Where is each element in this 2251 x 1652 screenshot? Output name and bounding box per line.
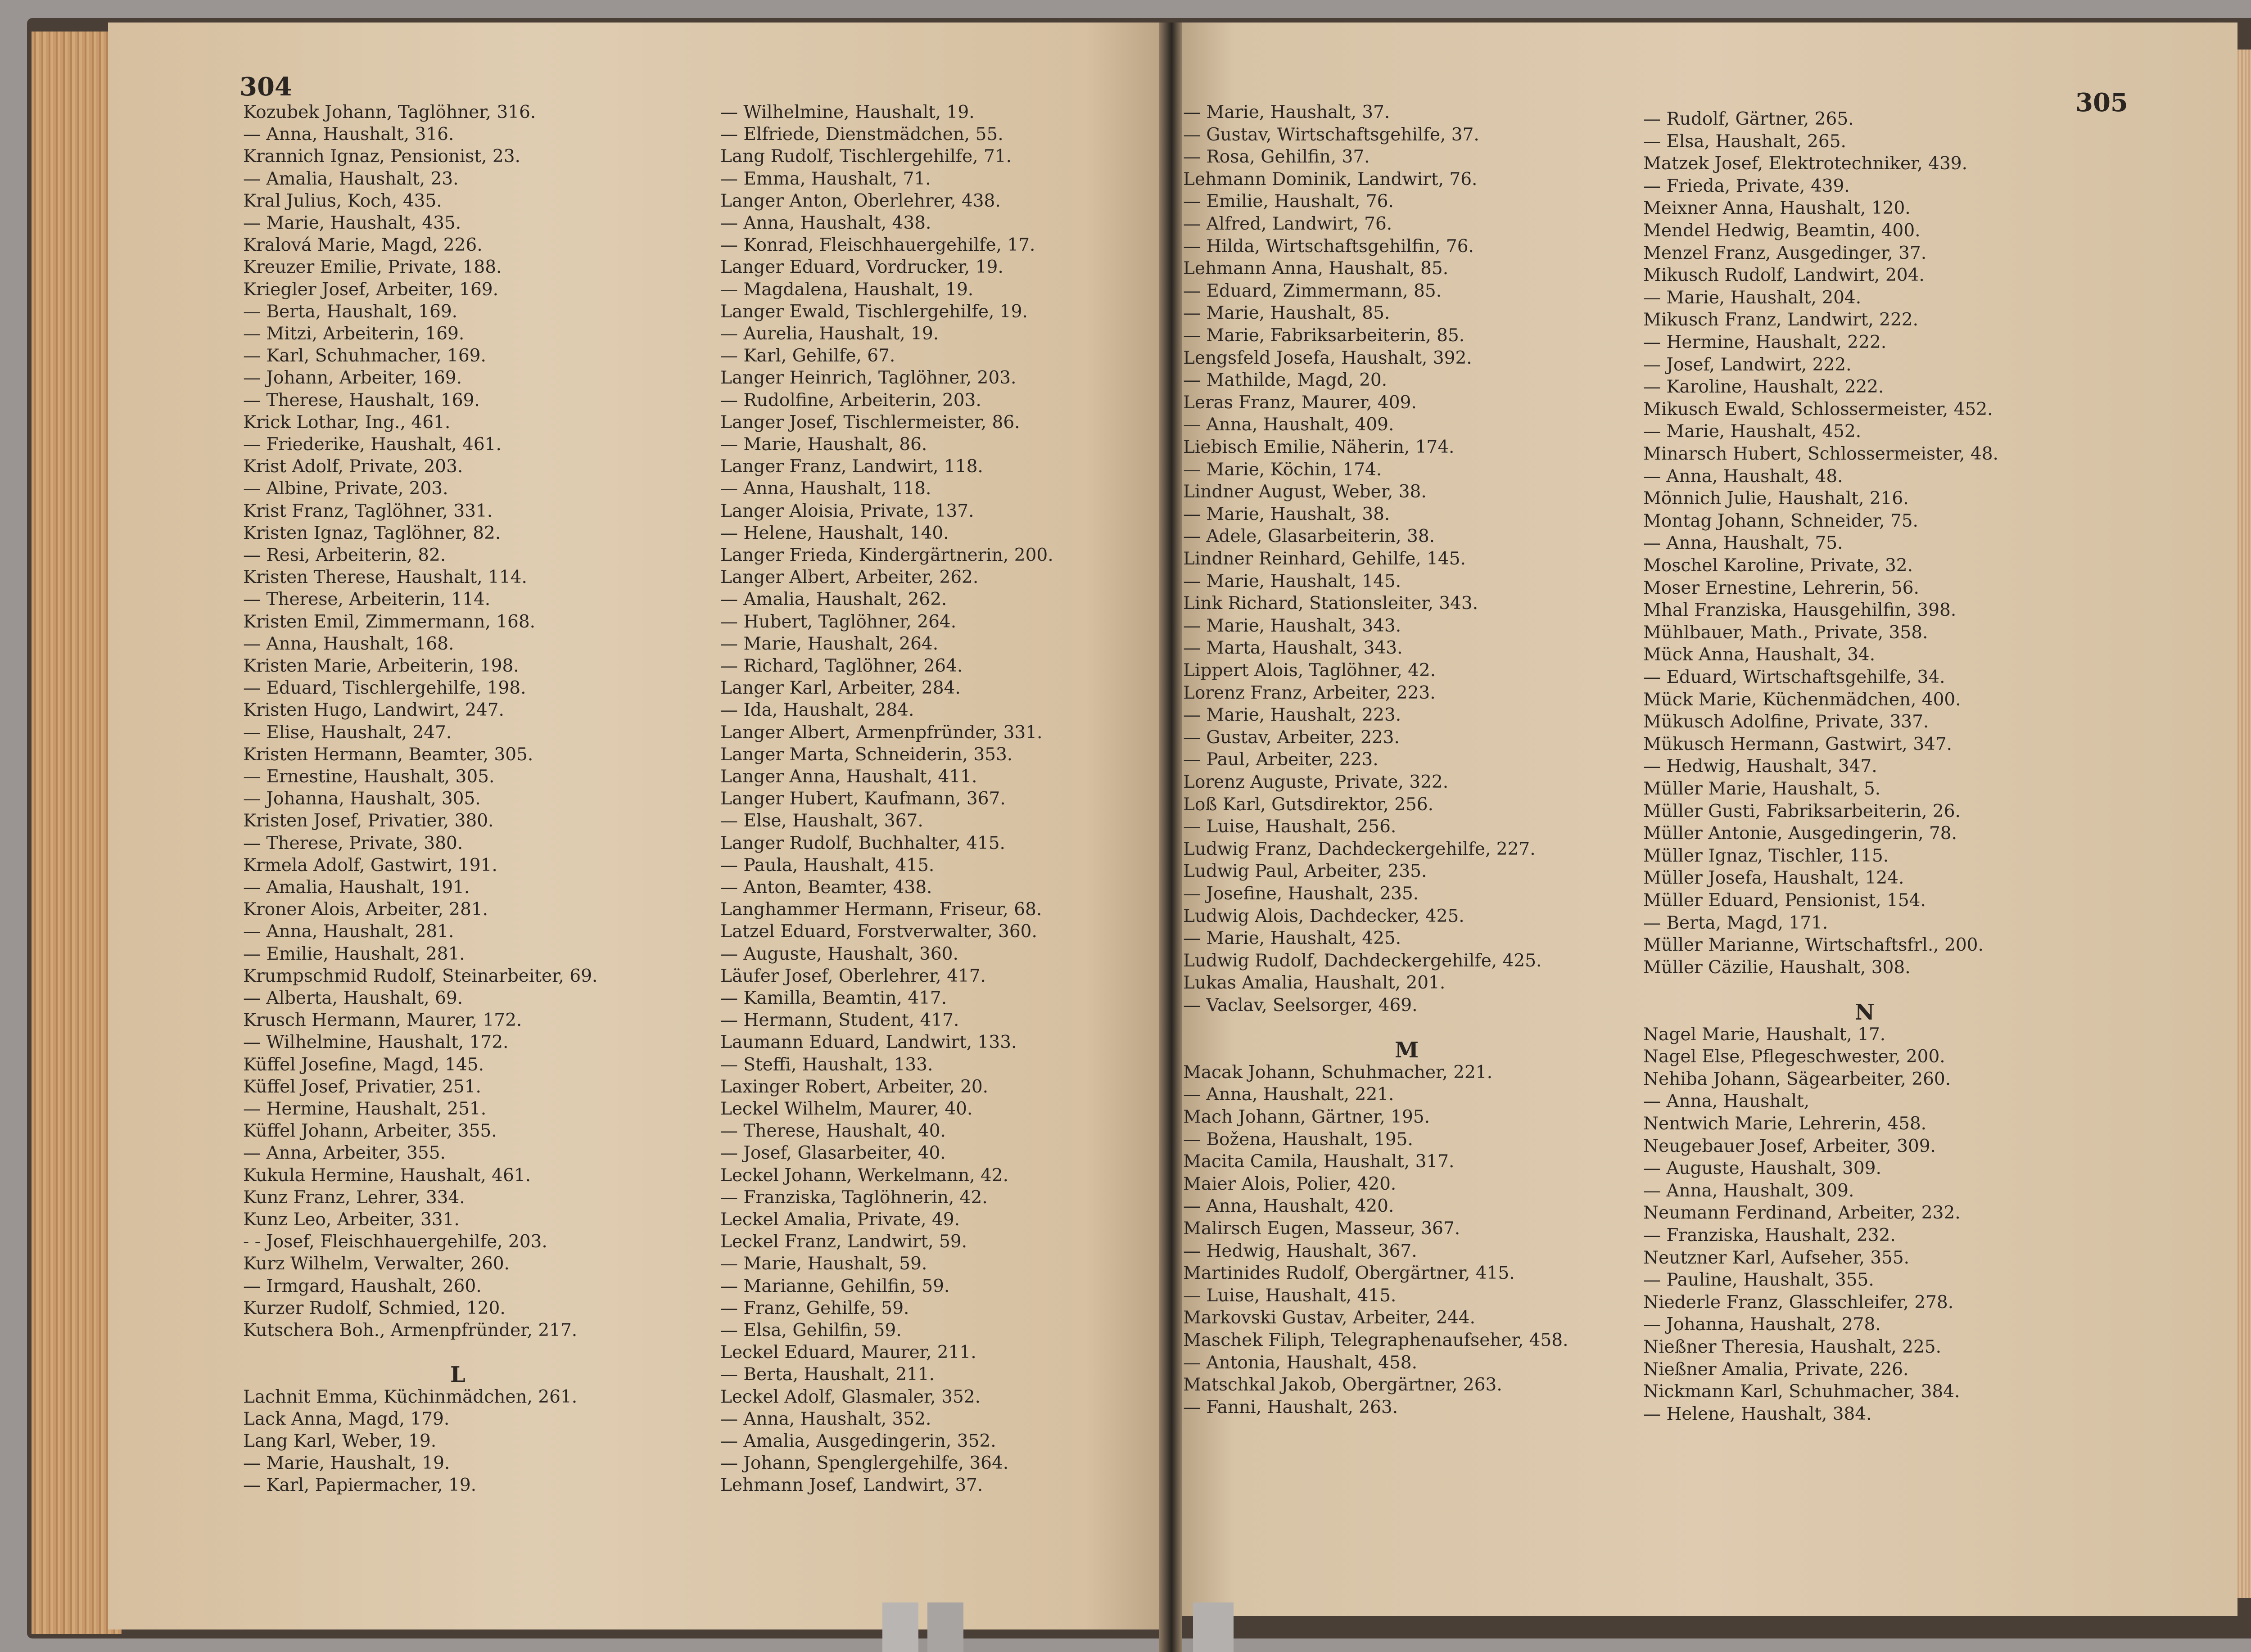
directory-entry: Mükusch Hermann, Gastwirt, 347. [1643,734,1953,754]
directory-entry: Nentwich Marie, Lehrerin, 458. [1643,1114,1927,1134]
directory-entry: Langer Karl, Arbeiter, 284. [720,678,961,699]
directory-entry: — Anna, Haushalt, 48. [1643,466,1843,487]
directory-entry: Nagel Marie, Haushalt, 17. [1643,1024,1886,1045]
directory-entry: Kral Julius, Koch, 435. [243,190,442,211]
directory-entry: — Rudolfine, Arbeiterin, 203. [720,390,981,411]
directory-entry: — Anna, Haushalt, 75. [1643,533,1843,554]
directory-entry: — Anton, Beamter, 438. [720,877,932,898]
directory-entry: — Magdalena, Haushalt, 19. [720,279,974,300]
directory-entry: — Anna, Haushalt, 118. [720,478,931,499]
directory-entry: Nehiba Johann, Sägearbeiter, 260. [1643,1069,1951,1089]
directory-entry: Menzel Franz, Ausgedinger, 37. [1643,243,1927,263]
directory-entry: — Marie, Haushalt, 452. [1643,421,1862,442]
directory-entry: Läufer Josef, Oberlehrer, 417. [720,966,986,986]
directory-entry: — Vaclav, Seelsorger, 469. [1183,995,1418,1016]
directory-entry: Lengsfeld Josefa, Haushalt, 392. [1183,348,1472,368]
directory-entry: — Rudolf, Gärtner, 265. [1643,109,1854,129]
directory-entry: — Therese, Private, 380. [243,833,463,853]
directory-entry: Moschel Karoline, Private, 32. [1643,555,1913,576]
directory-entry: Küffel Johann, Arbeiter, 355. [243,1121,497,1142]
directory-entry: — Marie, Haushalt, 85. [1183,303,1390,324]
directory-entry: Meixner Anna, Haushalt, 120. [1643,198,1911,219]
directory-entry: — Hermine, Haushalt, 251. [243,1099,487,1119]
directory-entry: Leckel Amalia, Private, 49. [720,1210,960,1230]
directory-entry: Kroner Alois, Arbeiter, 281. [243,899,488,920]
directory-entry: — Anna, Haushalt, 352. [720,1408,931,1429]
directory-entry: — Marie, Haushalt, 425. [1183,928,1401,949]
directory-entry: — Mitzi, Arbeiterin, 169. [243,324,465,344]
directory-entry: — Friederike, Haushalt, 461. [243,434,502,455]
directory-entry: — Therese, Arbeiterin, 114. [243,589,491,610]
directory-entry: — Marie, Haushalt, 264. [720,633,939,654]
directory-entry: Kristen Hugo, Landwirt, 247. [243,700,504,721]
directory-entry: — Else, Haushalt, 367. [720,811,923,831]
directory-entry: — Kamilla, Beamtin, 417. [720,988,947,1008]
directory-entry: — Antonia, Haushalt, 458. [1183,1352,1418,1373]
directory-entry: — Richard, Taglöhner, 264. [720,656,963,676]
directory-entry: Langer Anna, Haushalt, 411. [720,767,977,787]
bookmark-ribbon [927,1602,963,1652]
directory-entry: Moser Ernestine, Lehrerin, 56. [1643,578,1919,598]
directory-entry: — Amalia, Haushalt, 23. [243,168,459,189]
directory-entry: Leckel Franz, Landwirt, 59. [720,1232,967,1252]
bookmark-ribbon [882,1602,918,1652]
section-letter-heading: L [450,1362,466,1388]
directory-entry: Ludwig Rudolf, Dachdeckergehilfe, 425. [1183,950,1542,971]
directory-entry: Langer Frieda, Kindergärtnerin, 200. [720,545,1053,565]
directory-entry: — Marie, Haushalt, 59. [720,1254,927,1274]
directory-entry: Krumpschmid Rudolf, Steinarbeiter, 69. [243,966,598,986]
directory-entry: Lorenz Auguste, Private, 322. [1183,772,1449,792]
directory-entry: Nagel Else, Pflegeschwester, 200. [1643,1047,1945,1067]
right-page [1171,23,2237,1616]
directory-entry: Mühlbauer, Math., Private, 358. [1643,622,1928,643]
directory-entry: — Marie, Haushalt, 435. [243,213,461,233]
directory-entry: Maier Alois, Polier, 420. [1183,1174,1397,1194]
directory-entry: — Auguste, Haushalt, 309. [1643,1158,1881,1179]
directory-entry: — Karl, Papiermacher, 19. [243,1475,477,1496]
directory-entry: — Elsa, Haushalt, 265. [1643,131,1846,152]
directory-entry: — Marie, Haushalt, 343. [1183,615,1401,636]
bookmark-ribbon [1193,1602,1234,1652]
directory-entry: Langer Aloisia, Private, 137. [720,501,974,521]
directory-entry: — Anna, Arbeiter, 355. [243,1143,446,1164]
directory-entry: Kunz Leo, Arbeiter, 331. [243,1210,460,1230]
directory-entry: Latzel Eduard, Forstverwalter, 360. [720,921,1037,942]
directory-entry: Nießner Amalia, Private, 226. [1643,1359,1909,1380]
directory-entry: — Anna, Haushalt, [1643,1091,1810,1112]
directory-entry: — Marianne, Gehilfin, 59. [720,1276,950,1296]
directory-entry: Krmela Adolf, Gastwirt, 191. [243,855,497,876]
directory-entry: Macita Camila, Haushalt, 317. [1183,1151,1455,1172]
directory-entry: — Frieda, Private, 439. [1643,176,1850,196]
directory-entry: Kristen Marie, Arbeiterin, 198. [243,656,519,676]
directory-entry: Ludwig Alois, Dachdecker, 425. [1183,906,1465,926]
directory-entry: — Wilhelmine, Haushalt, 172. [243,1032,509,1053]
directory-entry: — Franz, Gehilfe, 59. [720,1298,909,1318]
directory-entry: — Karl, Gehilfe, 67. [720,346,895,366]
directory-entry: Langer Rudolf, Buchhalter, 415. [720,833,1005,853]
directory-entry: — Franziska, Taglöhnerin, 42. [720,1187,988,1208]
directory-entry: Mönnich Julie, Haushalt, 216. [1643,488,1909,509]
directory-entry: Martinides Rudolf, Obergärtner, 415. [1183,1263,1515,1284]
directory-entry: — Pauline, Haushalt, 355. [1643,1270,1874,1291]
directory-entry: — Johann, Arbeiter, 169. [243,368,462,388]
directory-entry: Lindner August, Weber, 38. [1183,482,1427,502]
directory-entry: Leras Franz, Maurer, 409. [1183,392,1417,413]
directory-entry: — Ida, Haushalt, 284. [720,700,914,721]
directory-entry: Mükusch Adolfine, Private, 337. [1643,712,1929,732]
directory-entry: Nickmann Karl, Schuhmacher, 384. [1643,1381,1960,1402]
directory-entry: — Elfriede, Dienstmädchen, 55. [720,124,1003,145]
directory-entry: Kunz Franz, Lehrer, 334. [243,1187,465,1208]
directory-entry: — Anna, Haushalt, 309. [1643,1180,1854,1201]
directory-entry: Lang Karl, Weber, 19. [243,1431,437,1451]
section-letter-heading: M [1395,1038,1419,1063]
directory-entry: Kriegler Josef, Arbeiter, 169. [243,279,499,300]
directory-entry: Kristen Ignaz, Taglöhner, 82. [243,523,501,543]
directory-entry: — Paul, Arbeiter, 223. [1183,749,1379,770]
directory-entry: — Berta, Haushalt, 211. [720,1364,935,1385]
directory-entry: — Emilie, Haushalt, 281. [243,943,465,964]
directory-entry: — Eduard, Tischlergehilfe, 198. [243,678,526,699]
directory-entry: Müller Eduard, Pensionist, 154. [1643,890,1926,911]
directory-entry: Krick Lothar, Ing., 461. [243,412,451,433]
directory-entry: Küffel Josef, Privatier, 251. [243,1076,481,1097]
directory-entry: — Amalia, Haushalt, 191. [243,877,470,898]
directory-entry: — Gustav, Wirtschaftsgehilfe, 37. [1183,124,1479,145]
directory-entry: Montag Johann, Schneider, 75. [1643,510,1918,531]
directory-entry: — Berta, Haushalt, 169. [243,301,458,322]
directory-entry: Langer Albert, Arbeiter, 262. [720,567,979,588]
directory-entry: Langer Hubert, Kaufmann, 367. [720,789,1006,809]
directory-entry: Kristen Emil, Zimmermann, 168. [243,611,536,632]
directory-entry: — Helene, Haushalt, 384. [1643,1404,1872,1424]
directory-entry: Krist Adolf, Private, 203. [243,456,463,477]
directory-entry: Langer Heinrich, Taglöhner, 203. [720,368,1017,388]
directory-entry: — Elise, Haushalt, 247. [243,722,452,743]
directory-entry: Langer Josef, Tischlermeister, 86. [720,412,1020,433]
directory-entry: Macak Johann, Schuhmacher, 221. [1183,1062,1492,1083]
directory-entry: — Ernestine, Haushalt, 305. [243,767,495,787]
directory-entry: — Johann, Spenglergehilfe, 364. [720,1453,1009,1474]
directory-entry: Neutzner Karl, Aufseher, 355. [1643,1247,1910,1268]
directory-entry: — Hilda, Wirtschaftsgehilfin, 76. [1183,236,1474,257]
directory-entry: — Marie, Haushalt, 19. [243,1453,450,1474]
directory-entry: Müller Josefa, Haushalt, 124. [1643,868,1904,889]
directory-entry: Kralová Marie, Magd, 226. [243,235,483,256]
page-number-right: 305 [2075,88,2128,117]
book-gutter [1159,23,1182,1652]
directory-entry: — Anna, Haushalt, 316. [243,124,454,145]
directory-entry: — Johanna, Haushalt, 278. [1643,1314,1881,1335]
left-page [108,23,1171,1629]
directory-entry: — Marta, Haushalt, 343. [1183,638,1403,659]
directory-entry: Müller Marie, Haushalt, 5. [1643,779,1881,799]
directory-entry: Neugebauer Josef, Arbeiter, 309. [1643,1136,1936,1156]
directory-entry: Maschek Filiph, Telegraphenaufseher, 458. [1183,1330,1568,1350]
directory-entry: — Hedwig, Haushalt, 367. [1183,1241,1417,1261]
directory-entry: Langer Eduard, Vordrucker, 19. [720,257,1003,278]
directory-entry: — Paula, Haushalt, 415. [720,855,935,876]
directory-entry: Krusch Hermann, Maurer, 172. [243,1010,522,1031]
directory-entry: Nießner Theresia, Haushalt, 225. [1643,1337,1941,1357]
directory-entry: — Emma, Haushalt, 71. [720,168,931,189]
directory-entry: — Franziska, Haushalt, 232. [1643,1225,1896,1246]
directory-entry: — Anna, Haushalt, 281. [243,921,454,942]
directory-entry: Malirsch Eugen, Masseur, 367. [1183,1219,1460,1239]
directory-entry: Mück Marie, Küchenmädchen, 400. [1643,689,1961,710]
directory-entry: Müller Ignaz, Tischler, 115. [1643,845,1889,866]
directory-entry: Kurzer Rudolf, Schmied, 120. [243,1298,506,1318]
directory-entry: Küffel Josefine, Magd, 145. [243,1054,484,1075]
directory-entry: — Marie, Haushalt, 86. [720,434,927,455]
directory-entry: Langhammer Hermann, Friseur, 68. [720,899,1042,920]
directory-entry: Minarsch Hubert, Schlossermeister, 48. [1643,444,1998,464]
directory-entry: — Helene, Haushalt, 140. [720,523,949,543]
directory-entry: — Steffi, Haushalt, 133. [720,1054,933,1075]
directory-entry: Krannich Ignaz, Pensionist, 23. [243,146,520,167]
page-number-left: 304 [240,72,292,102]
directory-entry: Ludwig Paul, Arbeiter, 235. [1183,861,1427,882]
directory-entry: Leckel Johann, Werkelmann, 42. [720,1165,1009,1186]
directory-entry: Müller Antonie, Ausgedingerin, 78. [1643,823,1957,844]
directory-entry: Kristen Hermann, Beamter, 305. [243,744,533,765]
directory-entry: — Elsa, Gehilfin, 59. [720,1320,902,1341]
directory-entry: — Anna, Haushalt, 221. [1183,1084,1394,1105]
directory-entry: Langer Marta, Schneiderin, 353. [720,744,1013,765]
directory-entry: Leckel Eduard, Maurer, 211. [720,1342,976,1363]
directory-entry: — Marie, Fabriksarbeiterin, 85. [1183,325,1465,346]
section-letter-heading: N [1855,1000,1875,1025]
directory-entry: — Berta, Magd, 171. [1643,912,1828,933]
directory-entry: Mikusch Franz, Landwirt, 222. [1643,310,1918,330]
directory-entry: Lehmann Anna, Haushalt, 85. [1183,258,1449,279]
directory-entry: — Albine, Private, 203. [243,478,448,499]
directory-entry: — Konrad, Fleischhauergehilfe, 17. [720,235,1035,256]
directory-entry: Lang Rudolf, Tischlergehilfe, 71. [720,146,1012,167]
directory-entry: — Marie, Haushalt, 37. [1183,102,1390,122]
directory-entry: — Alfred, Landwirt, 76. [1183,214,1392,234]
directory-entry: Laxinger Robert, Arbeiter, 20. [720,1076,989,1097]
directory-entry: Lachnit Emma, Küchinmädchen, 261. [243,1386,578,1407]
directory-entry: — Josef, Glasarbeiter, 40. [720,1143,946,1164]
directory-entry: Lippert Alois, Taglöhner, 42. [1183,660,1436,681]
directory-entry: — Hedwig, Haushalt, 347. [1643,756,1877,777]
directory-entry: — Anna, Haushalt, 420. [1183,1196,1394,1217]
directory-entry: — Luise, Haushalt, 256. [1183,817,1397,837]
directory-entry: Matschkal Jakob, Obergärtner, 263. [1183,1375,1502,1395]
directory-entry: — Mathilde, Magd, 20. [1183,370,1388,391]
directory-entry: Krist Franz, Taglöhner, 331. [243,501,493,521]
directory-entry: — Hubert, Taglöhner, 264. [720,611,957,632]
directory-entry: Mendel Hedwig, Beamtin, 400. [1643,221,1921,241]
directory-entry: — Johanna, Haushalt, 305. [243,789,481,809]
directory-entry: Mhal Franziska, Hausgehilfin, 398. [1643,600,1957,621]
directory-entry: Laumann Eduard, Landwirt, 133. [720,1032,1017,1053]
directory-entry: Müller Marianne, Wirtschaftsfrl., 200. [1643,935,1984,956]
directory-entry: — Marie, Haushalt, 38. [1183,504,1390,524]
directory-entry: Kristen Therese, Haushalt, 114. [243,567,527,588]
directory-entry: — Rosa, Gehilfin, 37. [1183,147,1370,167]
directory-entry: — Therese, Haushalt, 169. [243,390,480,411]
directory-entry: Niederle Franz, Glasschleifer, 278. [1643,1292,1954,1313]
directory-entry: Kristen Josef, Privatier, 380. [243,811,494,831]
directory-entry: — Marie, Haushalt, 204. [1643,287,1862,308]
directory-entry: Kutschera Boh., Armenpfründer, 217. [243,1320,578,1341]
directory-entry: Mikusch Rudolf, Landwirt, 204. [1643,265,1925,286]
directory-entry: — Hermine, Haushalt, 222. [1643,332,1887,352]
directory-entry: Lehmann Josef, Landwirt, 37. [720,1475,983,1496]
directory-entry: Kozubek Johann, Taglöhner, 316. [243,102,536,122]
directory-entry: Kurz Wilhelm, Verwalter, 260. [243,1254,510,1274]
directory-entry: — Josefine, Haushalt, 235. [1183,884,1419,904]
directory-entry: Langer Anton, Oberlehrer, 438. [720,190,1001,211]
directory-entry: — Alberta, Haushalt, 69. [243,988,463,1008]
directory-entry: — Auguste, Haushalt, 360. [720,943,958,964]
directory-entry: Neumann Ferdinand, Arbeiter, 232. [1643,1203,1961,1223]
directory-entry: Ludwig Franz, Dachdeckergehilfe, 227. [1183,839,1536,859]
directory-entry: — Karoline, Haushalt, 222. [1643,377,1884,397]
directory-entry: — Aurelia, Haushalt, 19. [720,324,939,344]
directory-entry: — Hermann, Student, 417. [720,1010,959,1031]
directory-entry: — Anna, Haushalt, 438. [720,213,931,233]
directory-entry: Liebisch Emilie, Näherin, 174. [1183,437,1455,457]
directory-entry: — Therese, Haushalt, 40. [720,1121,946,1142]
directory-entry: Langer Albert, Armenpfründer, 331. [720,722,1043,743]
directory-entry: — Karl, Schuhmacher, 169. [243,346,486,366]
directory-entry: - - Josef, Fleischhauergehilfe, 203. [243,1232,547,1252]
directory-entry: — Anna, Haushalt, 409. [1183,415,1394,435]
directory-entry: Lack Anna, Magd, 179. [243,1408,450,1429]
directory-entry: Müller Gusti, Fabriksarbeiterin, 26. [1643,801,1961,821]
directory-entry: — Amalia, Haushalt, 262. [720,589,947,610]
directory-entry: Leckel Adolf, Glasmaler, 352. [720,1386,981,1407]
directory-entry: Matzek Josef, Elektrotechniker, 439. [1643,153,1968,174]
directory-entry: Mikusch Ewald, Schlossermeister, 452. [1643,399,1993,420]
directory-entry: — Marie, Haushalt, 145. [1183,571,1401,591]
directory-entry: Lorenz Franz, Arbeiter, 223. [1183,682,1436,703]
directory-entry: Langer Ewald, Tischlergehilfe, 19. [720,301,1028,322]
directory-entry: — Adele, Glasarbeiterin, 38. [1183,526,1435,547]
directory-entry: Kreuzer Emilie, Private, 188. [243,257,502,278]
directory-entry: Müller Cäzilie, Haushalt, 308. [1643,957,1911,978]
directory-entry: — Emilie, Haushalt, 76. [1183,191,1394,212]
directory-entry: — Wilhelmine, Haushalt, 19. [720,102,975,122]
directory-entry: — Božena, Haushalt, 195. [1183,1129,1413,1150]
directory-entry: Markovski Gustav, Arbeiter, 244. [1183,1308,1475,1328]
directory-entry: Loß Karl, Gutsdirektor, 256. [1183,794,1434,815]
directory-entry: Kukula Hermine, Haushalt, 461. [243,1165,531,1186]
directory-entry: Mück Anna, Haushalt, 34. [1643,645,1876,665]
directory-entry: — Irmgard, Haushalt, 260. [243,1276,482,1296]
directory-entry: Mach Johann, Gärtner, 195. [1183,1107,1430,1127]
directory-entry: Leckel Wilhelm, Maurer, 40. [720,1099,973,1119]
directory-entry: Lindner Reinhard, Gehilfe, 145. [1183,549,1466,569]
directory-entry: — Amalia, Ausgedingerin, 352. [720,1431,996,1451]
directory-entry: Link Richard, Stationsleiter, 343. [1183,593,1478,614]
directory-entry: Langer Franz, Landwirt, 118. [720,456,983,477]
directory-entry: — Marie, Köchin, 174. [1183,459,1382,480]
directory-entry: — Anna, Haushalt, 168. [243,633,454,654]
directory-entry: — Fanni, Haushalt, 263. [1183,1397,1398,1417]
directory-entry: — Luise, Haushalt, 415. [1183,1285,1397,1306]
directory-entry: Lehmann Dominik, Landwirt, 76. [1183,169,1478,190]
directory-entry: — Marie, Haushalt, 223. [1183,705,1401,726]
directory-entry: — Gustav, Arbeiter, 223. [1183,727,1400,748]
directory-entry: — Resi, Arbeiterin, 82. [243,545,446,565]
directory-entry: — Eduard, Zimmermann, 85. [1183,280,1442,301]
directory-entry: — Eduard, Wirtschaftsgehilfe, 34. [1643,667,1945,687]
directory-entry: — Josef, Landwirt, 222. [1643,354,1852,375]
directory-entry: Lukas Amalia, Haushalt, 201. [1183,973,1446,993]
